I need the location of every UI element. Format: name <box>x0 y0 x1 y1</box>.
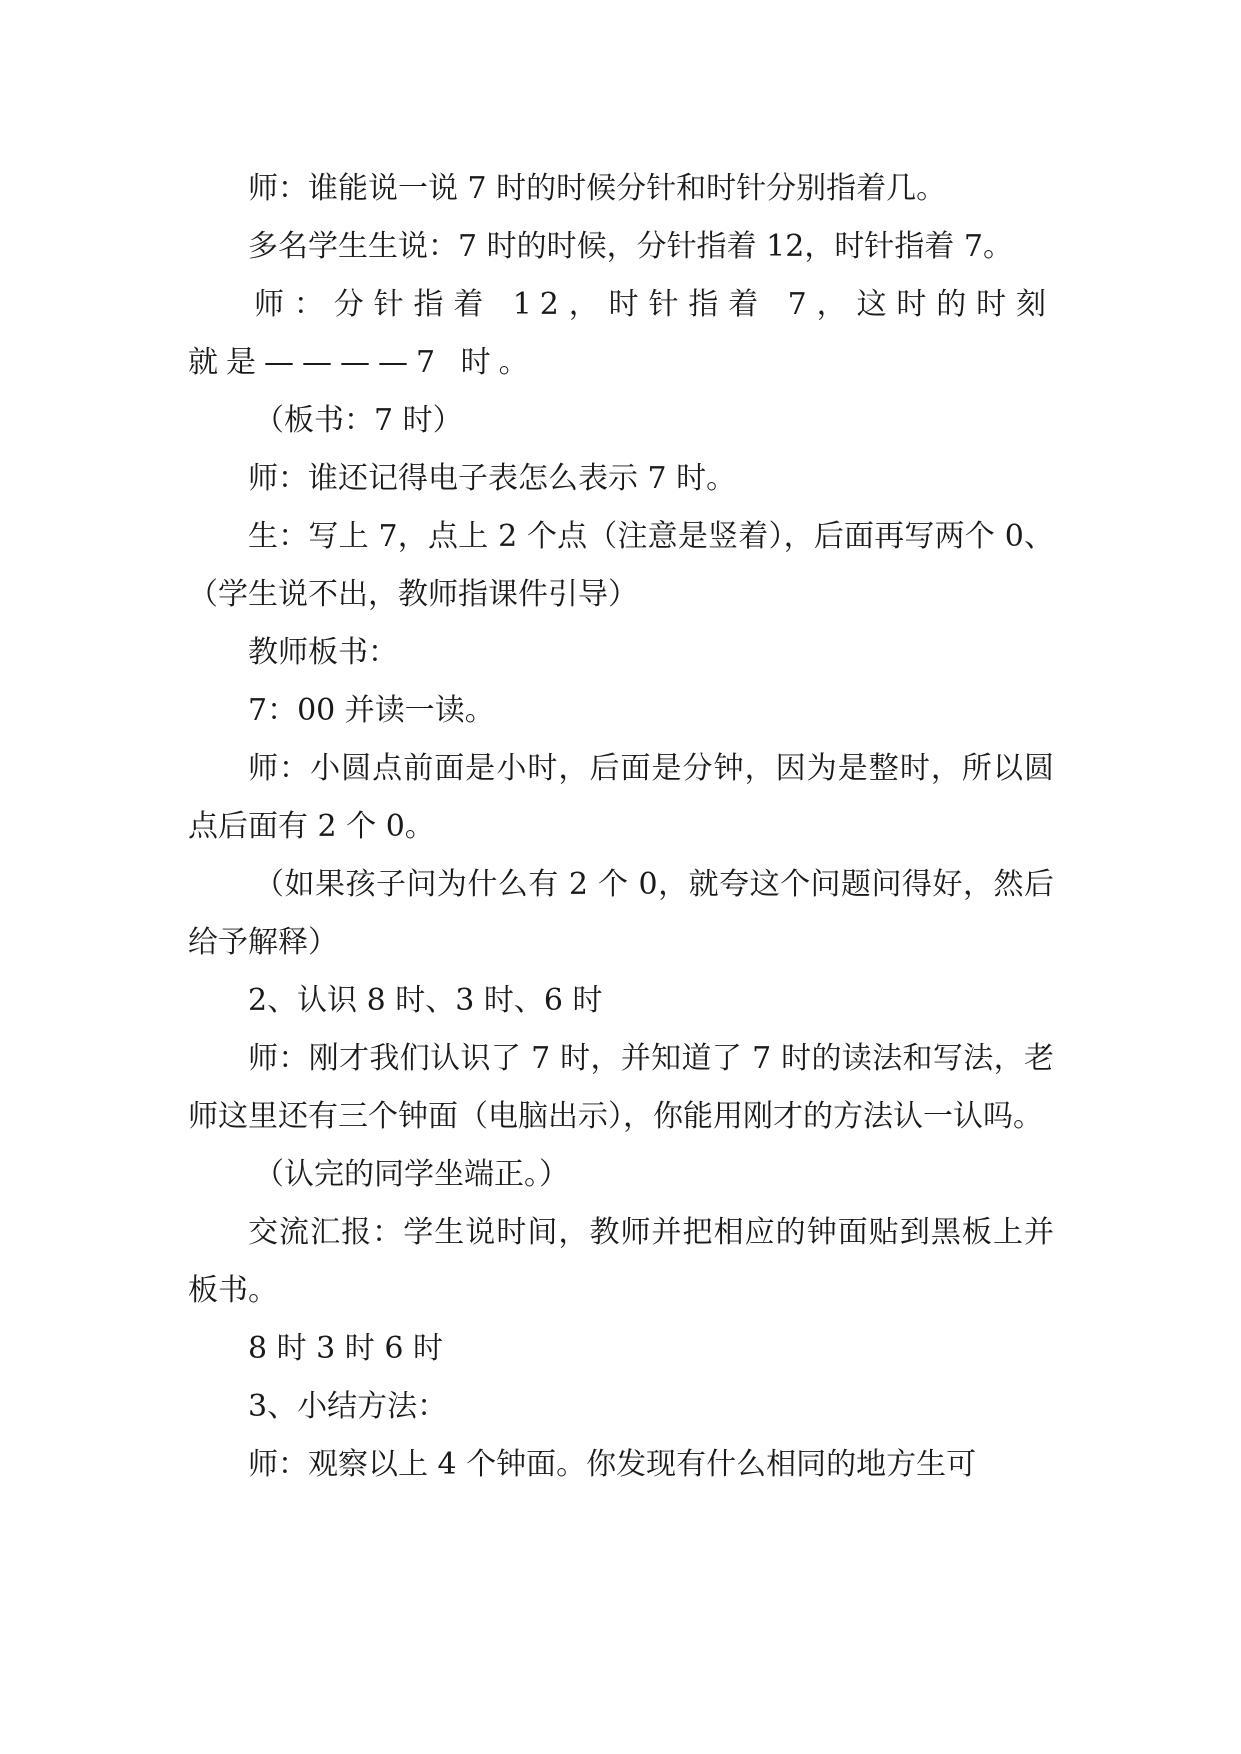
section-heading: 2、认识 8 时、3 时、6 时 <box>248 983 603 1018</box>
paragraph: 师：分针指着 12，时针指着 7，这时的时刻就是————7 时。 <box>188 287 1054 380</box>
paragraph: 8 时 3 时 6 时 <box>248 1331 443 1366</box>
section-heading: 3、小结方法： <box>248 1389 448 1424</box>
paragraph: （如果孩子问为什么有 2 个 0，就夸这个问题问得好，然后给予解释） <box>188 867 1054 960</box>
document-body <box>188 160 1054 1494</box>
paragraph: 师：小圆点前面是小时，后面是分钟，因为是整时，所以圆点后面有 2 个 0。 <box>188 751 1054 844</box>
paragraph: （认完的同学坐端正。） <box>254 1157 569 1192</box>
paragraph: 师：观察以上 4 个钟面。你发现有什么相同的地方生可 <box>248 1447 977 1482</box>
paragraph: 师：谁还记得电子表怎么表示 7 时。 <box>248 461 737 496</box>
paragraph: 师：刚才我们认识了 7 时，并知道了 7 时的读法和写法，老师这里还有三个钟面（电脑出示），你能用刚才的方法认一认吗。 <box>188 1041 1054 1134</box>
paragraph: 多名学生生说：7 时的时候，分针指着 12，时针指着 7。 <box>248 229 1013 264</box>
paragraph: 生：写上 7，点上 2 个点（注意是竖着），后面再写两个 0、（学生说不出，教师指课件引导） <box>188 519 1054 612</box>
paragraph: （板书：7 时） <box>254 403 463 438</box>
paragraph: 7：00 并读一读。 <box>248 693 495 728</box>
paragraph: 师：谁能说一说 7 时的时候分针和时针分别指着几。 <box>248 171 947 206</box>
paragraph: 教师板书： <box>248 635 398 670</box>
paragraph: 交流汇报：学生说时间，教师并把相应的钟面贴到黑板上并板书。 <box>188 1215 1054 1308</box>
